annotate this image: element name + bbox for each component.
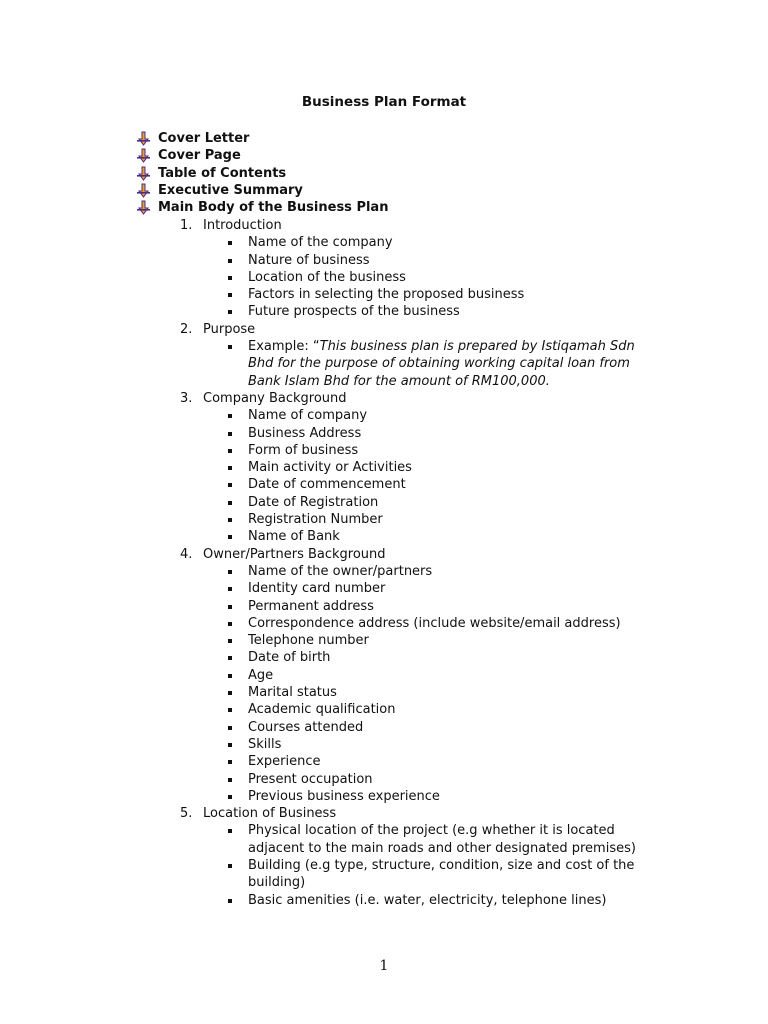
list-item-text: Skills	[248, 736, 282, 752]
section-heading	[176, 805, 648, 822]
square-bullet-icon	[228, 795, 232, 799]
square-bullet-icon	[228, 449, 232, 453]
list-item	[176, 528, 648, 545]
square-bullet-icon	[228, 587, 232, 591]
square-bullet-icon	[228, 310, 232, 314]
list-item-text: Date of commencement	[248, 477, 406, 493]
square-bullet-icon	[228, 708, 232, 712]
square-bullet-icon	[228, 656, 232, 660]
list-item-label: Main Body of the Business Plan	[158, 200, 389, 216]
section-heading	[176, 321, 648, 338]
list-item-text: Name of the company	[248, 235, 393, 251]
list-item-text: Basic amenities (i.e. water, electricity, telephone lines)	[248, 892, 607, 908]
list-item-text: Form of business	[248, 442, 359, 458]
list-item	[176, 753, 648, 770]
list-item-label: Cover Letter	[158, 131, 250, 146]
sub-list	[176, 407, 648, 545]
page-title: Business Plan Format	[301, 94, 467, 110]
section-label: Location of Business	[203, 806, 337, 822]
square-bullet-icon	[228, 466, 232, 470]
section	[176, 805, 648, 909]
list-item-text: Factors in selecting the proposed business	[248, 287, 525, 303]
section-label: Owner/Partners Background	[203, 546, 386, 562]
list-item-text: Main activity or Activities	[248, 460, 412, 476]
square-bullet-icon	[228, 345, 232, 349]
list-item-text: Building (e.g type, structure, condition, size and cost of the building)	[248, 857, 635, 891]
list-item	[176, 407, 648, 424]
square-bullet-icon	[228, 483, 232, 487]
list-item	[176, 615, 648, 632]
list-item	[176, 442, 648, 459]
list-item-text: Future prospects of the business	[248, 304, 460, 320]
list-item-text: Location of the business	[248, 269, 406, 285]
list-item	[176, 788, 648, 805]
list-item	[176, 234, 648, 251]
square-bullet-icon	[228, 276, 232, 280]
list-item	[176, 719, 648, 736]
arrow-bullet-icon	[136, 148, 152, 163]
sub-list	[176, 822, 648, 908]
list-item-text: Age	[248, 667, 274, 683]
square-bullet-icon	[228, 570, 232, 574]
list-item	[176, 771, 648, 788]
square-bullet-icon	[228, 743, 232, 747]
list-item-text: Correspondence address (include website/email address)	[248, 615, 621, 631]
list-item-text: Telephone number	[248, 633, 369, 649]
square-bullet-icon	[228, 726, 232, 730]
section	[176, 321, 648, 390]
list-item-text: Previous business experience	[248, 788, 440, 804]
list-item-text: Registration Number	[248, 512, 383, 528]
square-bullet-icon	[228, 293, 232, 297]
sub-list	[176, 234, 648, 320]
list-item	[176, 269, 648, 286]
list-item-text: Experience	[248, 754, 321, 770]
section-list	[176, 217, 648, 909]
list-item	[136, 182, 388, 199]
square-bullet-icon	[228, 518, 232, 522]
section-label: Purpose	[203, 321, 256, 337]
list-item-text: Name of company	[248, 408, 368, 424]
example-quote: This business plan is prepared by Istiqamah Sdn Bhd for the purpose of obtaining working capital loan from Bank Islam Bhd for the amount of RM100,000.	[248, 339, 635, 389]
list-item	[176, 684, 648, 701]
list-item	[136, 130, 388, 147]
section	[176, 390, 648, 546]
square-bullet-icon	[228, 674, 232, 678]
list-item	[176, 892, 648, 909]
list-item-text: Date of birth	[248, 650, 331, 666]
list-item	[176, 598, 648, 615]
section-heading	[176, 546, 648, 563]
list-item-text: Nature of business	[248, 252, 370, 268]
list-item	[136, 165, 388, 182]
list-item	[176, 476, 648, 493]
list-item	[176, 667, 648, 684]
list-item	[176, 632, 648, 649]
list-item-text: Name of the owner/partners	[248, 563, 433, 579]
sub-list	[176, 338, 648, 390]
section-number: 1.	[180, 218, 193, 233]
list-item-label: Table of Contents	[158, 165, 287, 181]
square-bullet-icon	[228, 691, 232, 695]
list-item-text: Academic qualification	[248, 702, 396, 718]
arrow-bullet-icon	[136, 166, 152, 181]
section	[176, 546, 648, 805]
square-bullet-icon	[228, 501, 232, 505]
list-item	[176, 511, 648, 528]
section-label: Introduction	[203, 218, 282, 233]
arrow-bullet-icon	[136, 131, 152, 146]
section-label: Company Background	[203, 390, 347, 406]
square-bullet-icon	[228, 778, 232, 782]
square-bullet-icon	[228, 829, 232, 833]
list-item-text: Example: “	[248, 339, 320, 355]
list-item-text: Marital status	[248, 685, 337, 701]
list-item	[176, 822, 648, 857]
list-item	[176, 649, 648, 666]
square-bullet-icon	[228, 639, 232, 643]
list-item	[136, 199, 388, 216]
square-bullet-icon	[228, 432, 232, 436]
list-item-text: Present occupation	[248, 771, 373, 787]
arrow-bullet-icon	[136, 200, 152, 215]
list-item-text: Business Address	[248, 425, 362, 441]
list-item-text: Physical location of the project (e.g whether it is located adjacent to the main roads and other designated premises)	[248, 823, 636, 856]
list-item-text: Courses attended	[248, 719, 364, 735]
top-level-list	[136, 130, 388, 216]
section-number: 5.	[180, 806, 193, 822]
square-bullet-icon	[228, 414, 232, 418]
section-heading	[176, 217, 648, 234]
square-bullet-icon	[228, 535, 232, 539]
square-bullet-icon	[228, 259, 232, 263]
section	[176, 217, 648, 321]
arrow-bullet-icon	[136, 183, 152, 198]
list-item	[176, 857, 648, 892]
list-item	[176, 338, 648, 390]
list-item	[176, 580, 648, 597]
list-item-text: Permanent address	[248, 598, 374, 614]
square-bullet-icon	[228, 605, 232, 609]
list-item	[176, 303, 648, 320]
list-item-label: Cover Page	[158, 148, 241, 164]
list-item	[176, 286, 648, 303]
list-item	[176, 425, 648, 442]
list-item-text: Name of Bank	[248, 529, 340, 545]
square-bullet-icon	[228, 622, 232, 626]
square-bullet-icon	[228, 864, 232, 868]
section-number: 4.	[180, 546, 193, 562]
list-item	[176, 736, 648, 753]
list-item	[136, 147, 388, 164]
list-item-label: Executive Summary	[158, 182, 303, 198]
section-heading	[176, 390, 648, 407]
list-item	[176, 459, 648, 476]
page-number: 1	[379, 958, 389, 974]
list-item	[176, 563, 648, 580]
section-number: 2.	[180, 321, 193, 337]
square-bullet-icon	[228, 899, 232, 903]
list-item	[176, 494, 648, 511]
list-item	[176, 701, 648, 718]
section-number: 3.	[180, 390, 193, 406]
list-item	[176, 252, 648, 269]
square-bullet-icon	[228, 241, 232, 245]
list-item-text: Identity card number	[248, 581, 386, 597]
square-bullet-icon	[228, 760, 232, 764]
sub-list	[176, 563, 648, 805]
list-item-text: Date of Registration	[248, 494, 379, 510]
